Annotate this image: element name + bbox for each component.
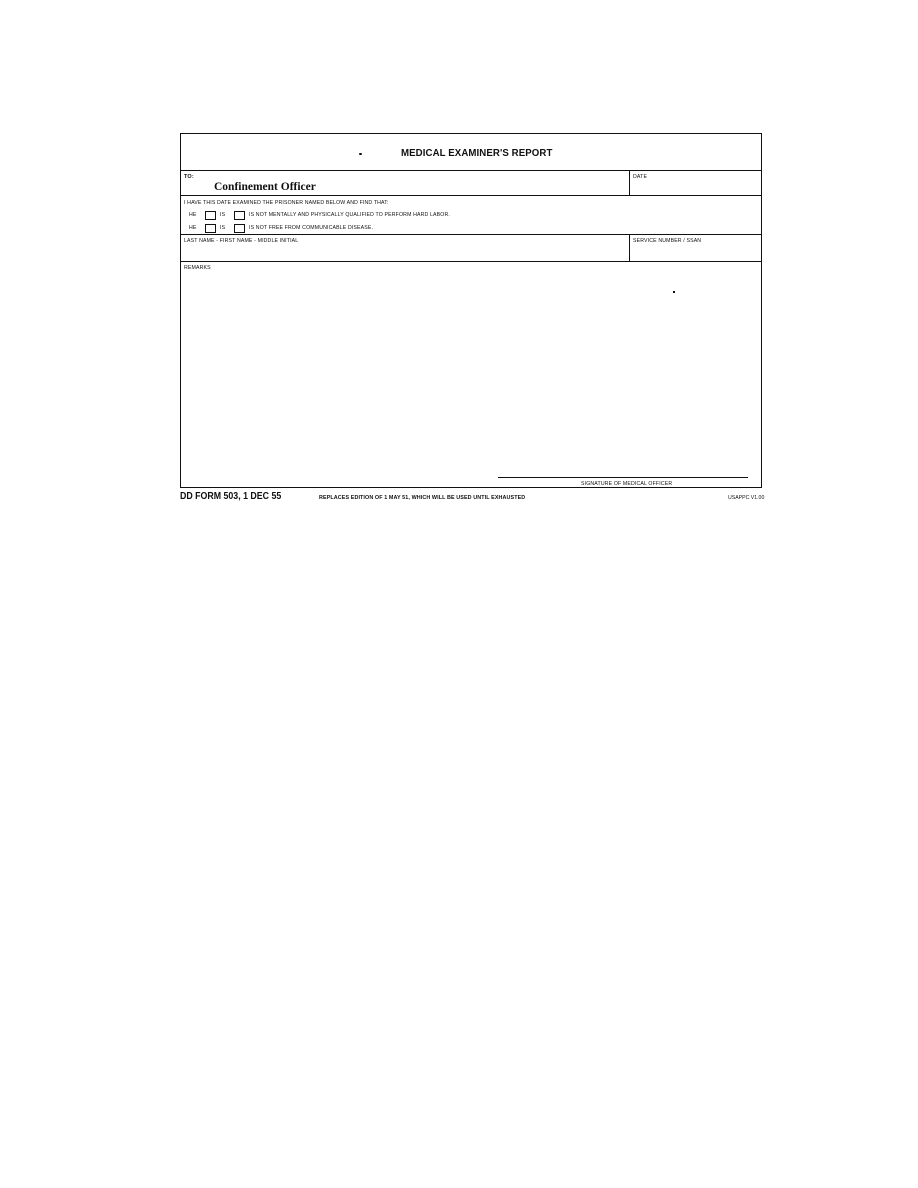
- service-number-label: SERVICE NUMBER / SSAN: [633, 238, 702, 244]
- name-row: [181, 235, 761, 262]
- finding-description: IS NOT FREE FROM COMMUNICABLE DISEASE.: [249, 225, 374, 231]
- title-row: [181, 134, 761, 171]
- finding-description: IS NOT MENTALLY AND PHYSICALLY QUALIFIED TO PERFORM HARD LABOR.: [249, 212, 450, 218]
- signature-label: SIGNATURE OF MEDICAL OFFICER: [581, 481, 673, 487]
- is-not-checkbox[interactable]: [234, 224, 245, 233]
- to-row: [181, 171, 761, 196]
- is-label: IS: [220, 225, 226, 231]
- date-label: DATE: [633, 174, 648, 180]
- he-label: HE: [189, 212, 197, 218]
- remarks-label: REMARKS: [184, 265, 211, 271]
- remarks-section[interactable]: [181, 262, 761, 487]
- form-title: MEDICAL EXAMINER'S REPORT: [401, 147, 553, 159]
- is-checkbox[interactable]: [205, 211, 216, 220]
- signature-line[interactable]: [498, 477, 748, 478]
- name-service-divider: [629, 235, 630, 261]
- finding-hard-labor: [189, 210, 450, 220]
- stray-mark: [673, 291, 675, 293]
- title-mark: [359, 153, 362, 155]
- he-label: HE: [189, 225, 197, 231]
- name-label: LAST NAME - FIRST NAME - MIDDLE INITIAL: [184, 238, 299, 244]
- form-number: DD FORM 503, 1 DEC 55: [180, 491, 282, 502]
- is-checkbox[interactable]: [205, 224, 216, 233]
- to-field[interactable]: Confinement Officer: [214, 181, 316, 193]
- is-not-checkbox[interactable]: [234, 211, 245, 220]
- finding-communicable-disease: [189, 223, 373, 233]
- exam-intro-text: I HAVE THIS DATE EXAMINED THE PRISONER NAMED BELOW AND FIND THAT:: [184, 200, 389, 206]
- version-label: USAPPC V1.00: [728, 495, 765, 501]
- to-label: TO:: [184, 174, 194, 180]
- is-label: IS: [220, 212, 226, 218]
- exam-findings-row: [181, 196, 761, 235]
- replaces-edition-note: REPLACES EDITION OF 1 MAY 51, WHICH WILL BE USED UNTIL EXHAUSTED: [319, 495, 526, 501]
- medical-examiners-report-form: [180, 133, 762, 488]
- to-date-divider: [629, 171, 630, 195]
